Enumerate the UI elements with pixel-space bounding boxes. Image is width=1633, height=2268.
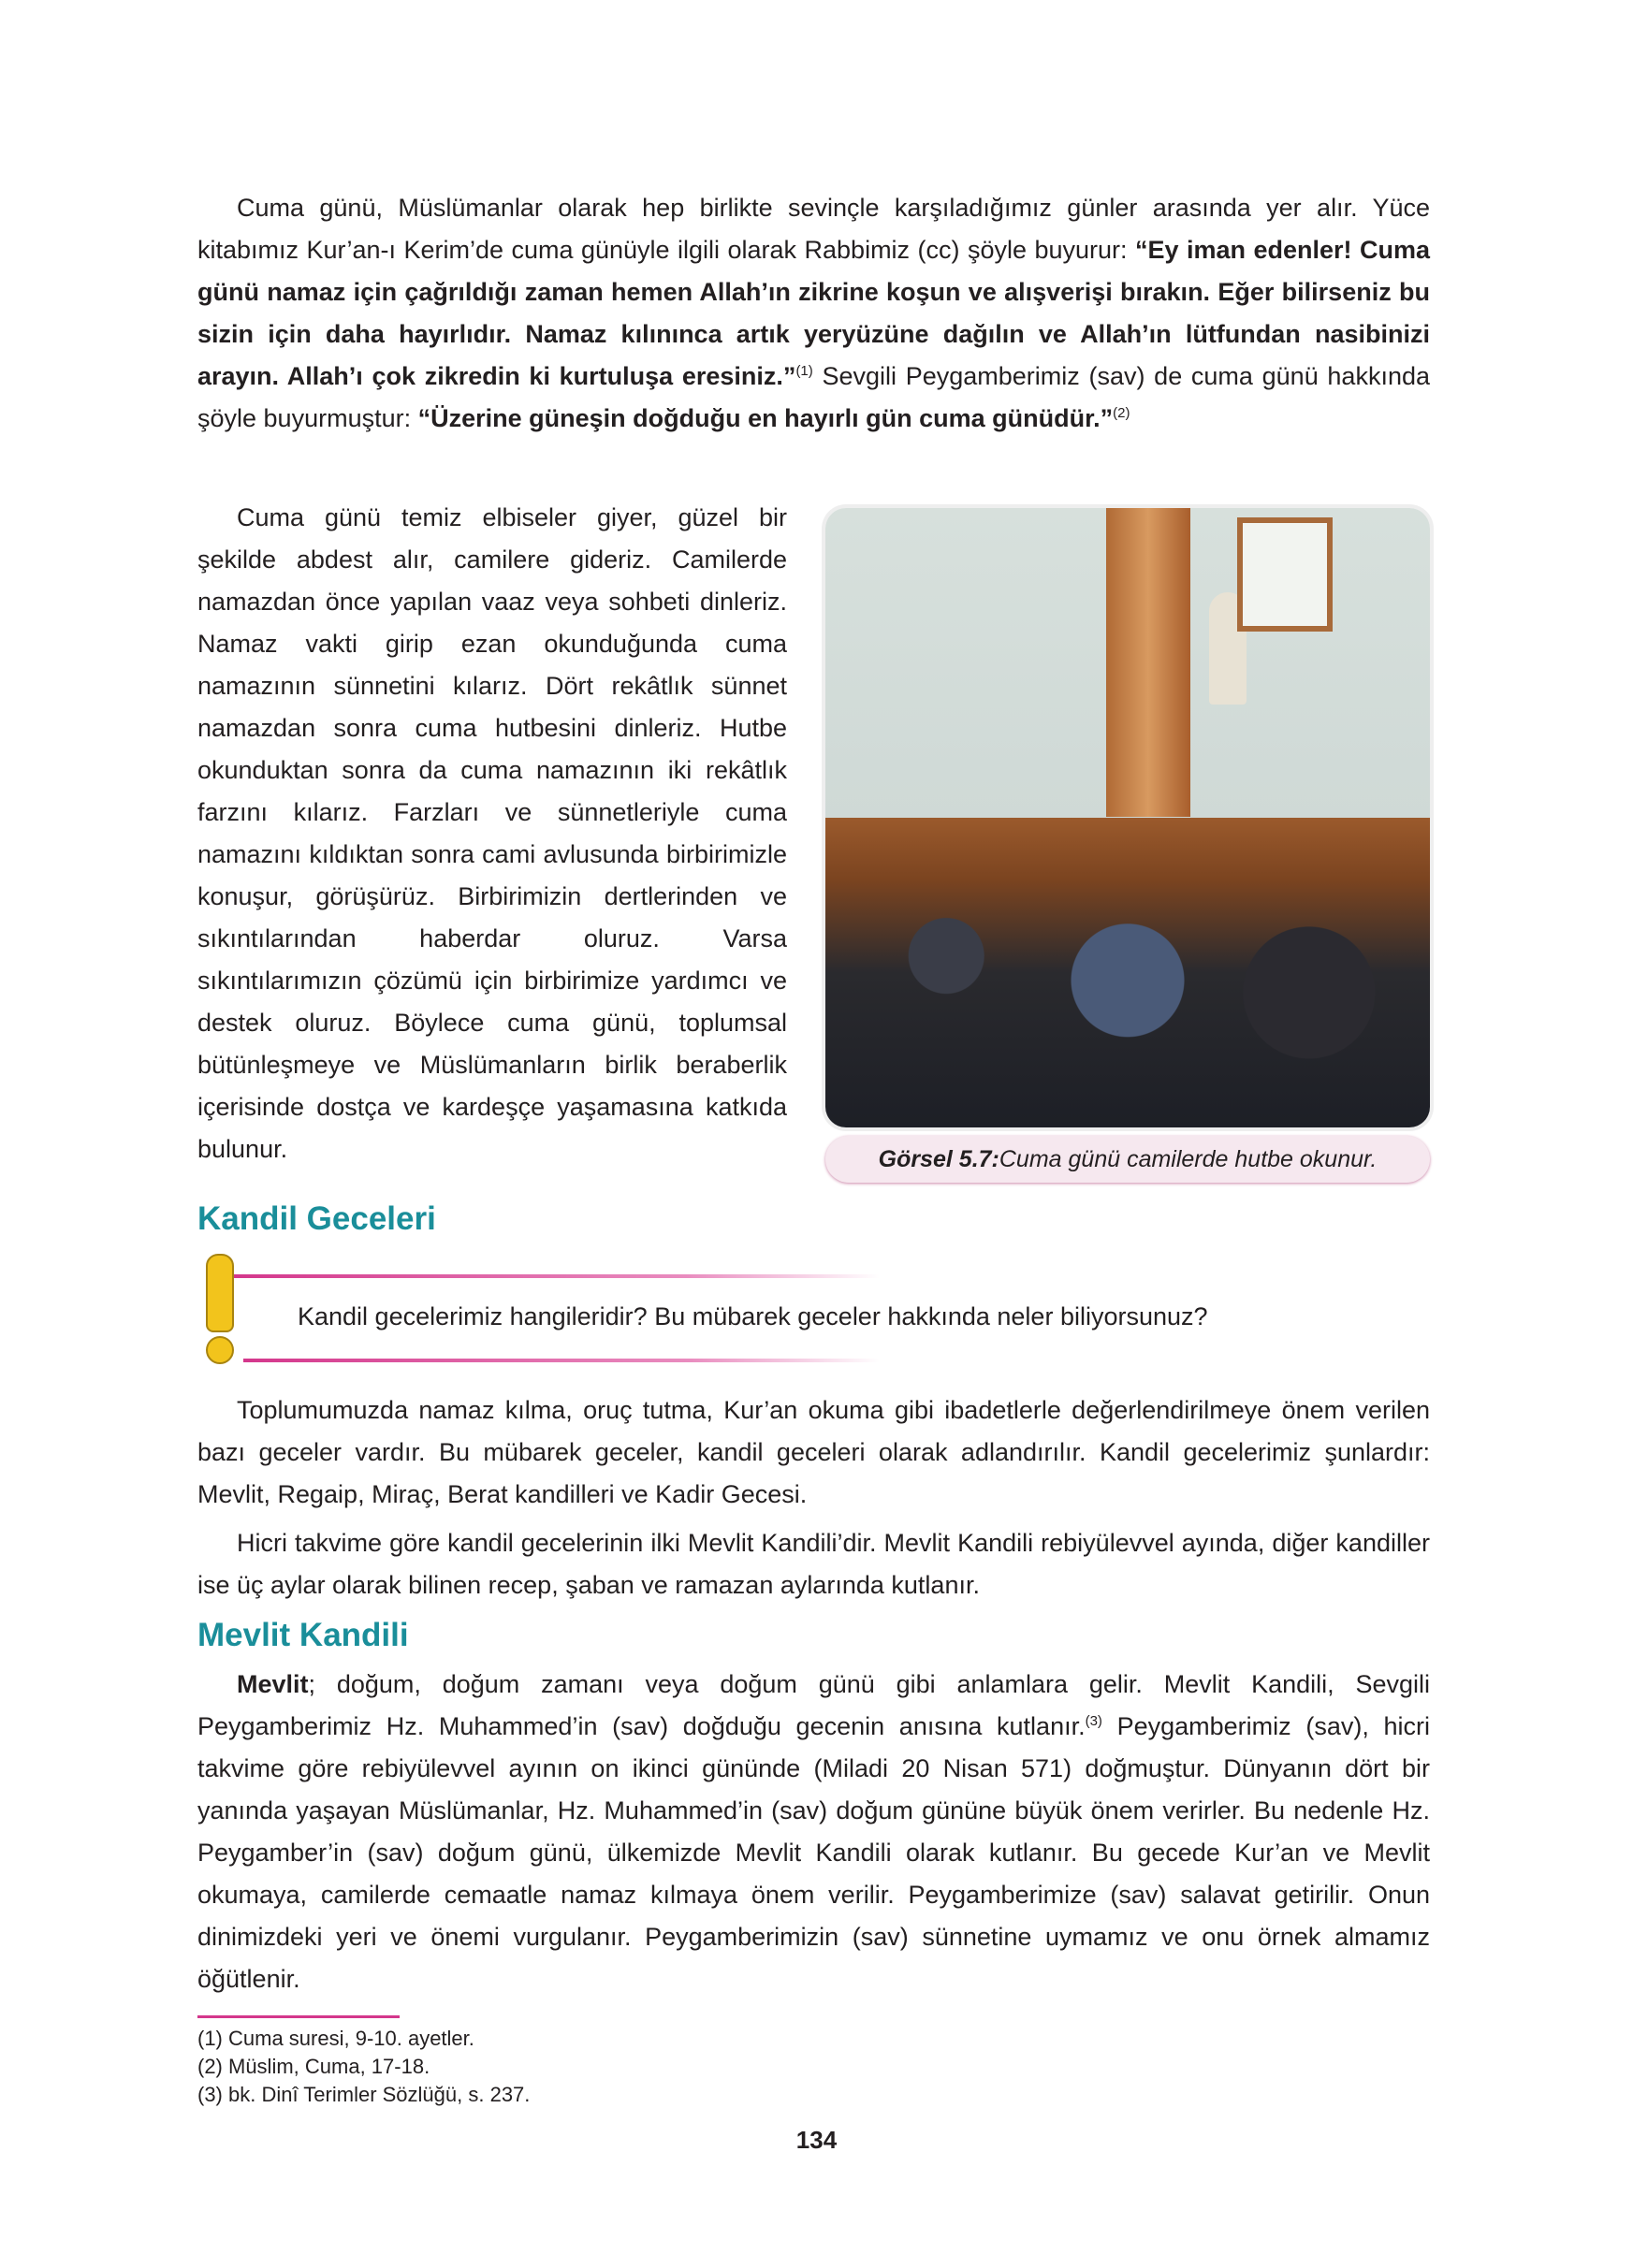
text: Sevgili Peygamberimiz (sav) de cuma günü hakkında şöyle buyurmuştur: xyxy=(197,362,1430,432)
intro-paragraph xyxy=(197,187,1430,440)
kandil-paragraph-1: Toplumumuzda namaz kılma, oruç tutma, Kur’an okuma gibi ibadetlerle değerlendirilmeye önem verilen bazı geceler vardır. Bu mübarek geceler, kandil geceleri olarak adlandırılır. Kandil gecelerimiz şunlardır: Mevlit, Regaip, Miraç, Berat kandilleri ve Kadir Gecesi. xyxy=(197,1396,1430,1508)
page-number: 134 xyxy=(795,2126,838,2154)
callout-top-line xyxy=(234,1274,880,1278)
figure-caption xyxy=(825,1136,1430,1183)
congregation xyxy=(825,882,1430,1127)
kandil-paragraph-2: Hicri takvime göre kandil gecelerinin ilki Mevlit Kandili’dir. Mevlit Kandili rebiyülevvel ayında, diğer kandiller ise üç aylar olarak bilinen recep, şaban ve ramazan aylarında kutlanır. xyxy=(197,1529,1430,1599)
footnote-ref: (3) xyxy=(1085,1713,1102,1729)
text: ; doğum, doğum zamanı veya doğum günü gibi anlamlara gelir. Mevlit Kandili, Sevgili Peygamberimiz Hz. Muhammed’in (sav) doğduğu gecenin anısına kutlanır. xyxy=(197,1670,1430,1740)
footnote: (2) Müslim, Cuma, 17-18. xyxy=(197,2055,430,2078)
section-heading: Kandil Geceleri xyxy=(197,1200,436,1237)
caption-text: Cuma günü camilerde hutbe okunur. xyxy=(999,1145,1378,1172)
section-heading: Mevlit Kandili xyxy=(197,1617,409,1653)
footnote: (1) Cuma suresi, 9-10. ayetler. xyxy=(197,2027,474,2050)
quran-quote: “Ey iman edenler! Cuma günü namaz için çağrıldığı zaman hemen Allah’ın zikrine koşun ve alışverişi bırakın. Eğer bilirseniz bu sizin için daha hayırlıdır. Namaz kılınınca artık yeryüzüne dağılın ve Allah’ın lütfundan nasibinizi arayın. Allah’ı çok zikredin ki kurtuluşa eresiniz.” xyxy=(197,236,1430,390)
footnote-divider xyxy=(197,2015,400,2018)
callout-bottom-line xyxy=(243,1359,880,1362)
footnote: (3) bk. Dinî Terimler Sözlüğü, s. 237. xyxy=(197,2083,531,2106)
term: Mevlit xyxy=(237,1670,309,1698)
footnote-ref: (2) xyxy=(1113,405,1130,421)
exclamation-mascot-icon xyxy=(206,1254,234,1357)
mosque-sermon-photo xyxy=(825,508,1430,1127)
hadith-quote: “Üzerine güneşin doğduğu en hayırlı gün cuma günüdür.” xyxy=(417,404,1114,432)
callout-question: Kandil gecelerimiz hangileridir? Bu mübarek geceler hakkında neler biliyorsunuz? xyxy=(298,1302,1208,1330)
window xyxy=(1237,517,1333,632)
text: Cuma günü, Müslümanlar olarak hep birlikte sevinçle karşıladığımız günler arasında yer alır. Yüce kitabımız Kur’an-ı Kerim’de cuma günüyle ilgili olarak Rabbimiz (cc) şöyle buyurur: xyxy=(197,194,1430,264)
mevlit-paragraph xyxy=(197,1664,1430,2000)
footnote-ref: (1) xyxy=(795,363,813,379)
text: Peygamberimiz (sav), hicri takvime göre rebiyülevvel ayının on ikinci gününde (Miladi 20 Nisan 571) doğmuştur. Dünyanın dört bir yanında yaşayan Müslümanlar, Hz. Muhammed’in (sav) doğum gününe büyük önem verirler. Bu nedenle Hz. Peygamber’in (sav) doğum günü, ülkemizde Mevlit Kandili olarak kutlanır. Bu gecede Kur’an ve Mevlit okumaya, camilerde cemaatle namaz kılmaya önem verilir. Peygamberimize (sav) salavat getirilir. Onun dinimizdeki yeri ve önemi vurgulanır. Peygamberimizin (sav) sünnetine uymamız ve onu örnek almamız öğütlenir. xyxy=(197,1712,1430,1993)
minbar xyxy=(1106,508,1190,817)
friday-paragraph: Cuma günü temiz elbiseler giyer, güzel bir şekilde abdest alır, camilere gideriz. Camilerde namazdan önce yapılan vaaz veya sohbeti dinleriz. Namaz vakti girip ezan okunduğunda cuma namazının sünnetini kılarız. Dört rekâtlık sünnet namazdan sonra cuma hutbesini dinleriz. Hutbe okunduktan sonra da cuma namazının iki rekâtlık farzını kılarız. Farzları ve sünnetleriyle cuma namazını kıldıktan sonra cami avlusunda birbirimizle konuşur, görüşürüz. Birbirimizin dertlerinden ve sıkıntılarından haberdar oluruz. Varsa sıkıntılarımızın çözümü için birbirimize yardımcı ve destek oluruz. Böylece cuma günü, toplumsal bütünleşmeye ve Müslümanların birlik beraberlik içerisinde dostça ve kardeşçe yaşamasına katkıda bulunur. xyxy=(197,503,787,1163)
figure-label: Görsel 5.7: xyxy=(878,1145,999,1172)
